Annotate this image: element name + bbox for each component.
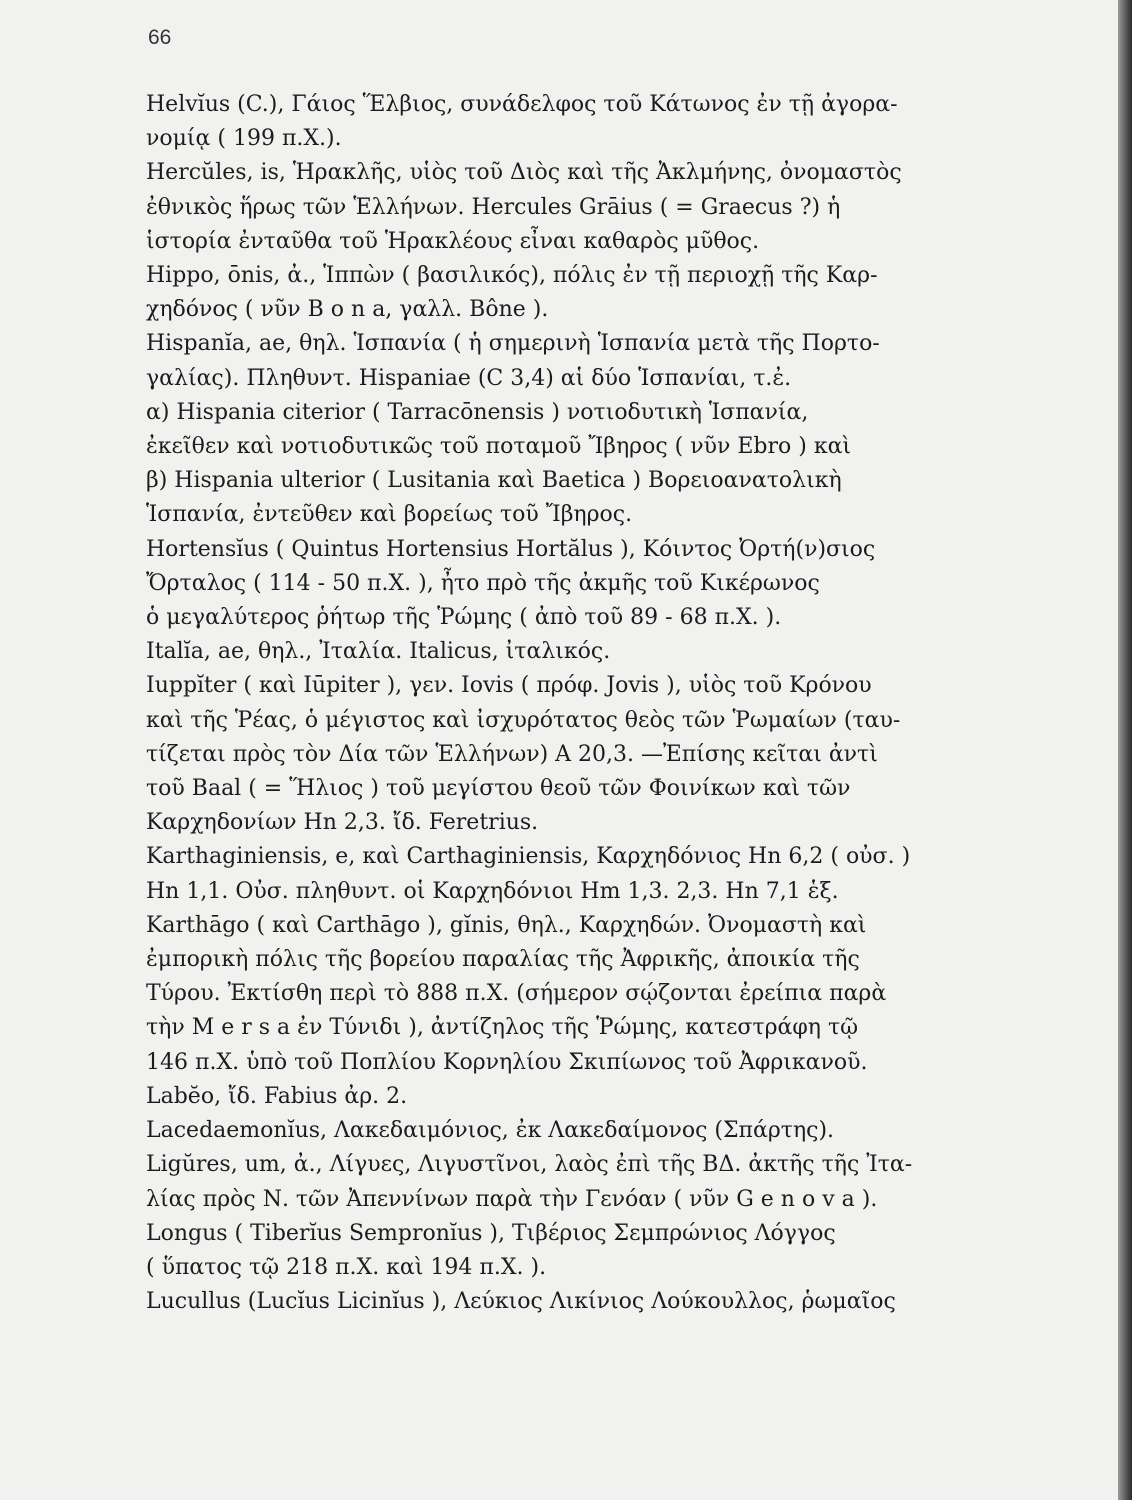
entry-line: β) Hispania ulterior ( Lusitania καὶ Baetica ) Βορειοανατολικὴ	[146, 468, 842, 494]
entry-line: Labĕo, ἴδ. Fabius ἀρ. 2.	[146, 1083, 408, 1109]
entry-line: Ἱσπανία, ἐντεῦθεν καὶ βορείως τοῦ Ἴβηρος.	[146, 502, 633, 528]
entry-line: Ligŭres, um, ἀ., Λίγυες, Λιγυστῖνοι, λαὸς ἐπὶ τῆς ΒΔ. ἀκτῆς τῆς Ἰτα-	[146, 1152, 913, 1178]
glossary-entry	[146, 1080, 998, 1114]
entry-line: καὶ τῆς Ῥέας, ὁ μέγιστος καὶ ἰσχυρότατος θεὸς τῶν Ῥωμαίων (ταυ-	[146, 707, 901, 733]
glossary-entry	[146, 669, 998, 840]
entry-line: ἐθνικὸς ἥρως τῶν Ἑλλήνων. Hercules Grāius ( = Graecus ?) ἡ	[146, 194, 841, 220]
entry-line: α) Hispania citerior ( Tarracōnensis ) νοτιοδυτικὴ Ἱσπανία,	[146, 399, 809, 425]
page-number: 66	[148, 26, 172, 49]
glossary-entry	[146, 156, 998, 259]
entry-line: Iuppĭter ( καὶ Iūpiter ), γεν. Iovis ( πρόφ. Jovis ), υἱὸς τοῦ Κρόνου	[146, 673, 872, 699]
entry-line: Καρχηδονίων Hn 2,3. ἴδ. Feretrius.	[146, 810, 539, 836]
glossary-entry	[146, 88, 998, 156]
glossary-entry	[146, 1148, 998, 1216]
glossary-entry	[146, 1285, 998, 1319]
entry-line: Karthāgo ( καὶ Carthāgo ), gĭnis, θηλ., Καρχηδών. Ὀνομαστὴ καὶ	[146, 912, 867, 938]
entry-line: Longus ( Tiberĭus Sempronĭus ), Τιβέριος Σεμπρώνιος Λόγγος	[146, 1220, 836, 1246]
glossary-entry	[146, 533, 998, 636]
entry-line: Karthaginiensis, e, καὶ Carthaginiensis, Καρχηδόνιος Hn 6,2 ( οὐσ. )	[146, 844, 911, 870]
glossary-entry	[146, 840, 998, 908]
glossary-entry	[146, 327, 998, 532]
entry-line: Italĭa, ae, θηλ., Ἰταλία. Italicus, ἰταλικός.	[146, 639, 611, 665]
entry-line: Hortensĭus ( Quintus Hortensius Hortălus ), Κόιντος Ὀρτή(ν)σιος	[146, 536, 876, 562]
entry-line: Lucullus (Lucĭus Licinĭus ), Λεύκιος Λικίνιος Λούκουλλος, ῥωμαῖος	[146, 1289, 896, 1315]
glossary-entries	[146, 88, 998, 1319]
entry-line: 146 π.Χ. ὑπὸ τοῦ Ποπλίου Κορνηλίου Σκιπίωνος τοῦ Ἀφρικανοῦ.	[146, 1049, 868, 1075]
entry-line: τὴν M e r s a ἐν Τύνιδι ), ἀντίζηλος τῆς Ῥώμης, κατεστράφη τῷ	[146, 1015, 859, 1041]
entry-line: ( ὕπατος τῷ 218 π.Χ. καὶ 194 π.Χ. ).	[146, 1254, 547, 1280]
page-edge-shadow	[1118, 0, 1132, 1500]
glossary-entry	[146, 909, 998, 1080]
entry-line: Hercŭles, is, Ἡρακλῆς, υἱὸς τοῦ Διὸς καὶ τῆς Ἀκλμήνης, ὀνομαστὸς	[146, 160, 902, 186]
entry-line: ὁ μεγαλύτερος ῥήτωρ τῆς Ῥώμης ( ἀπὸ τοῦ 89 - 68 π.Χ. ).	[146, 605, 782, 631]
entry-line: χηδόνος ( νῦν B o n a, γαλλ. Bône ).	[146, 297, 549, 323]
entry-line: λίας πρὸς Ν. τῶν Ἀπεννίνων παρὰ τὴν Γενόαν ( νῦν G e n o v a ).	[146, 1186, 878, 1212]
entry-line: Hispanĭa, ae, θηλ. Ἱσπανία ( ἡ σημερινὴ Ἱσπανία μετὰ τῆς Πορτο-	[146, 331, 880, 357]
entry-line: Τύρου. Ἐκτίσθη περὶ τὸ 888 π.Χ. (σήμερον σῴζονται ἐρείπια παρὰ	[146, 981, 887, 1007]
entry-line: Helvĭus (C.), Γάιος Ἕλβιος, συνάδελφος τοῦ Κάτωνος ἐν τῇ ἀγορα-	[146, 92, 898, 117]
entry-line: Lacedaemonĭus, Λακεδαιμόνιος, ἐκ Λακεδαίμονος (Σπάρτης).	[146, 1118, 835, 1144]
entry-line: Ὄρταλος ( 114 - 50 π.Χ. ), ἦτο πρὸ τῆς ἀκμῆς τοῦ Κικέρωνος	[146, 570, 820, 596]
glossary-entry	[146, 1114, 998, 1148]
entry-line: τίζεται πρὸς τὸν Δία τῶν Ἑλλήνων) A 20,3. —Ἐπίσης κεῖται ἀντὶ	[146, 741, 878, 767]
entry-line: ἱστορία ἐνταῦθα τοῦ Ἡρακλέους εἶναι καθαρὸς μῦθος.	[146, 228, 760, 254]
glossary-entry	[146, 635, 998, 669]
entry-line: ἐκεῖθεν καὶ νοτιοδυτικῶς τοῦ ποταμοῦ Ἴβηρος ( νῦν Ebro ) καὶ	[146, 434, 852, 460]
entry-line: γαλίας). Πληθυντ. Hispaniae (C 3,4) αἱ δύο Ἱσπανίαι, τ.ἐ.	[146, 365, 792, 391]
glossary-entry	[146, 259, 998, 327]
entry-line: τοῦ Baal ( = Ἥλιος ) τοῦ μεγίστου θεοῦ τῶν Φοινίκων καὶ τῶν	[146, 776, 851, 802]
glossary-entry	[146, 1217, 998, 1285]
entry-line: Hippo, ōnis, ἀ., Ἱππὼν ( βασιλικός), πόλις ἐν τῇ περιοχῇ τῆς Καρ-	[146, 263, 878, 289]
entry-line: Hn 1,1. Οὐσ. πληθυντ. οἱ Καρχηδόνιοι Hm 1,3. 2,3. Hn 7,1 ἑξ.	[146, 878, 839, 904]
entry-line: νομίᾳ ( 199 π.Χ.).	[146, 126, 342, 152]
entry-line: ἐμπορικὴ πόλις τῆς βορείου παραλίας τῆς Ἀφρικῆς, ἀποικία τῆς	[146, 947, 860, 973]
